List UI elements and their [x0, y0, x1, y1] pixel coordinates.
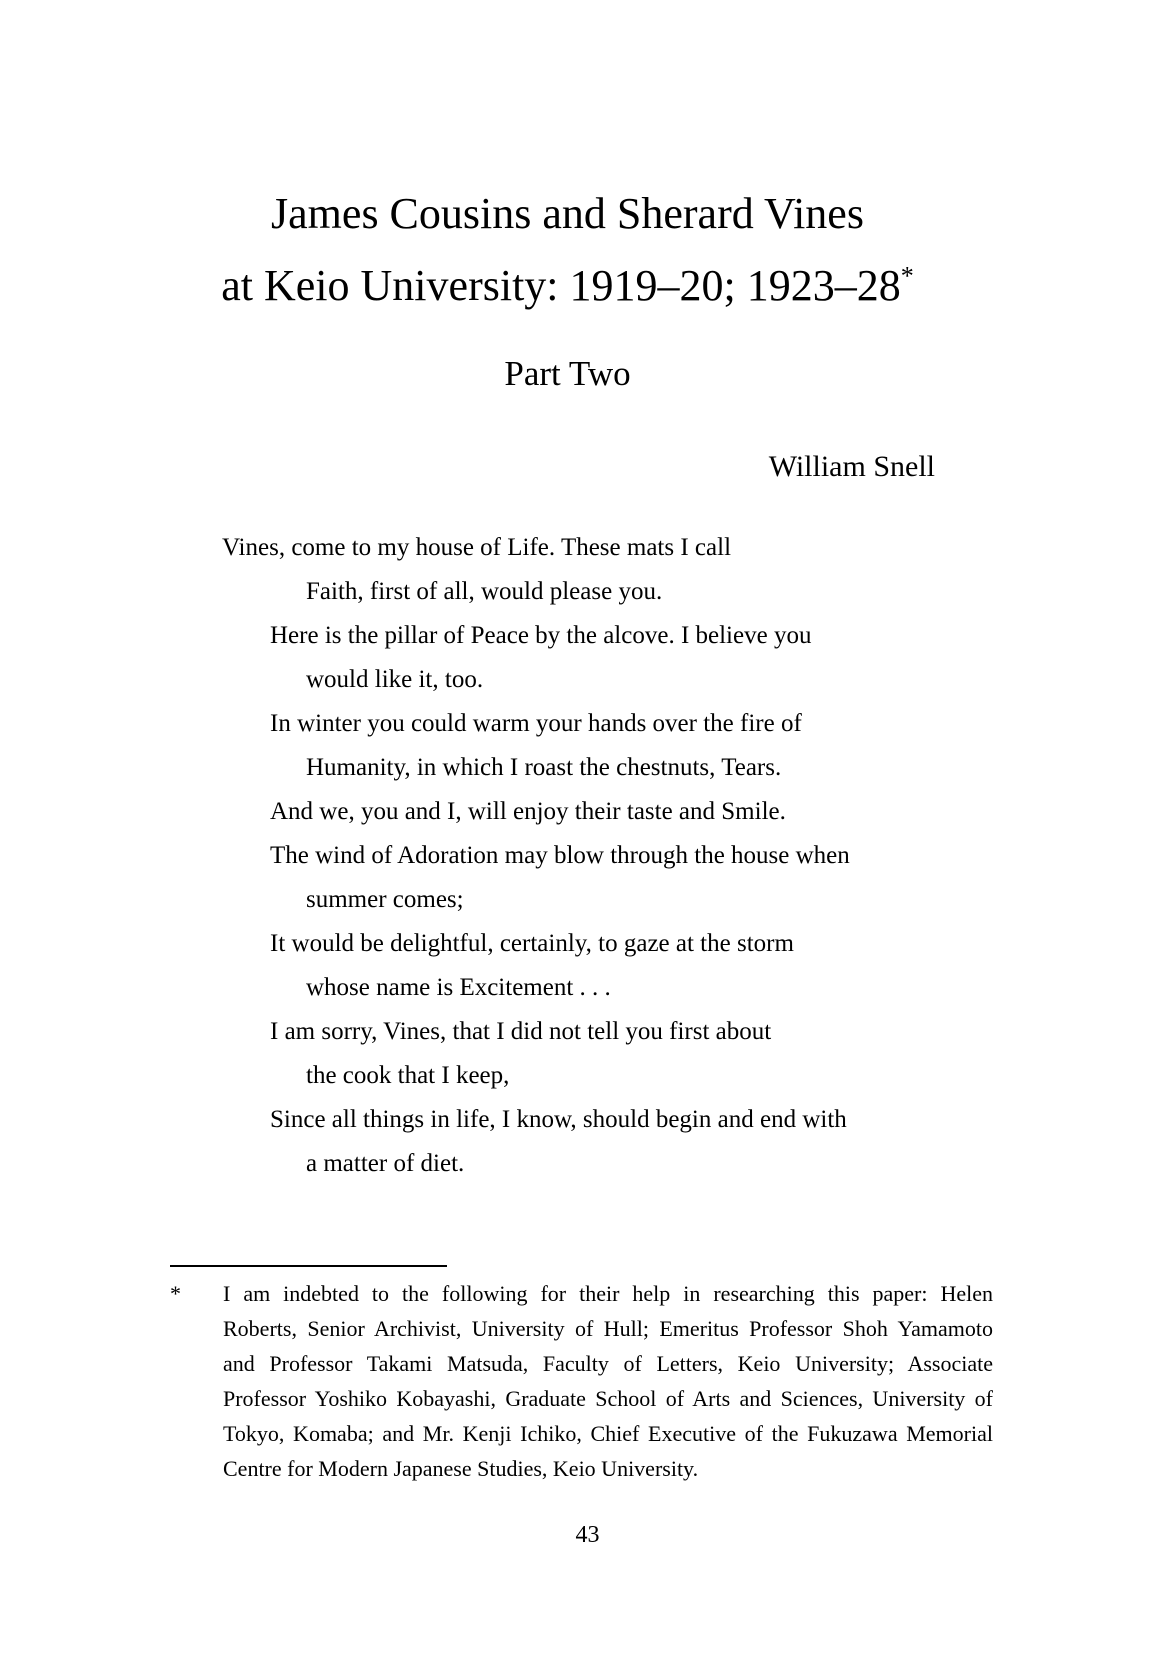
- poem-line: Vines, come to my house of Life. These mats I call: [222, 534, 732, 561]
- poem-line: whose name is Excitement . . .: [306, 974, 611, 1001]
- footnote-marker: *: [170, 1281, 181, 1306]
- footnote-line: Roberts, Senior Archivist, University of Hull; Emeritus Professor Shoh Yamamoto: [223, 1316, 993, 1341]
- subtitle: Part Two: [504, 354, 631, 393]
- poem-line: would like it, too.: [306, 666, 484, 693]
- footnote-line: I am indebted to the following for their help in researching this paper: Helen: [223, 1281, 993, 1306]
- poem-line: Here is the pillar of Peace by the alcove. I believe you: [270, 622, 812, 649]
- poem-line: a matter of diet.: [306, 1150, 465, 1177]
- footnote-text: [223, 1276, 993, 1486]
- footnote-line: and Professor Takami Matsuda, Faculty of Letters, Keio University; Associate: [223, 1351, 993, 1376]
- footnote-line: Tokyo, Komaba; and Mr. Kenji Ichiko, Chief Executive of the Fukuzawa Memorial: [223, 1421, 993, 1446]
- poem-line: In winter you could warm your hands over the fire of: [270, 710, 802, 737]
- poem-line: Faith, first of all, would please you.: [306, 578, 663, 605]
- poem-line: Humanity, in which I roast the chestnuts, Tears.: [306, 754, 782, 781]
- footnote-separator-rule: [170, 1265, 447, 1267]
- poem-line: Since all things in life, I know, should begin and end with: [270, 1106, 847, 1133]
- footnote-line: Professor Yoshiko Kobayashi, Graduate School of Arts and Sciences, University of: [223, 1386, 993, 1411]
- footnote-line: Centre for Modern Japanese Studies, Keio University.: [223, 1456, 699, 1481]
- poem-block: [0, 526, 1100, 1186]
- page-title-line1: James Cousins and Sherard Vines: [271, 189, 864, 238]
- poem-line: The wind of Adoration may blow through the house when: [270, 842, 850, 869]
- author-name: William Snell: [768, 450, 935, 483]
- poem-line: And we, you and I, will enjoy their taste and Smile.: [270, 798, 786, 825]
- page-number: 43: [575, 1522, 600, 1548]
- poem-line: summer comes;: [306, 886, 464, 913]
- poem-line: It would be delightful, certainly, to gaze at the storm: [270, 930, 794, 957]
- page-title-line2-text: at Keio University: 1919–20; 1923–28: [221, 261, 901, 310]
- poem-line: I am sorry, Vines, that I did not tell you first about: [270, 1018, 772, 1045]
- poem-line: the cook that I keep,: [306, 1062, 510, 1089]
- title-footnote-marker: *: [900, 261, 914, 291]
- page-title-line2: [0, 260, 1135, 312]
- footnote-block: [170, 1276, 993, 1486]
